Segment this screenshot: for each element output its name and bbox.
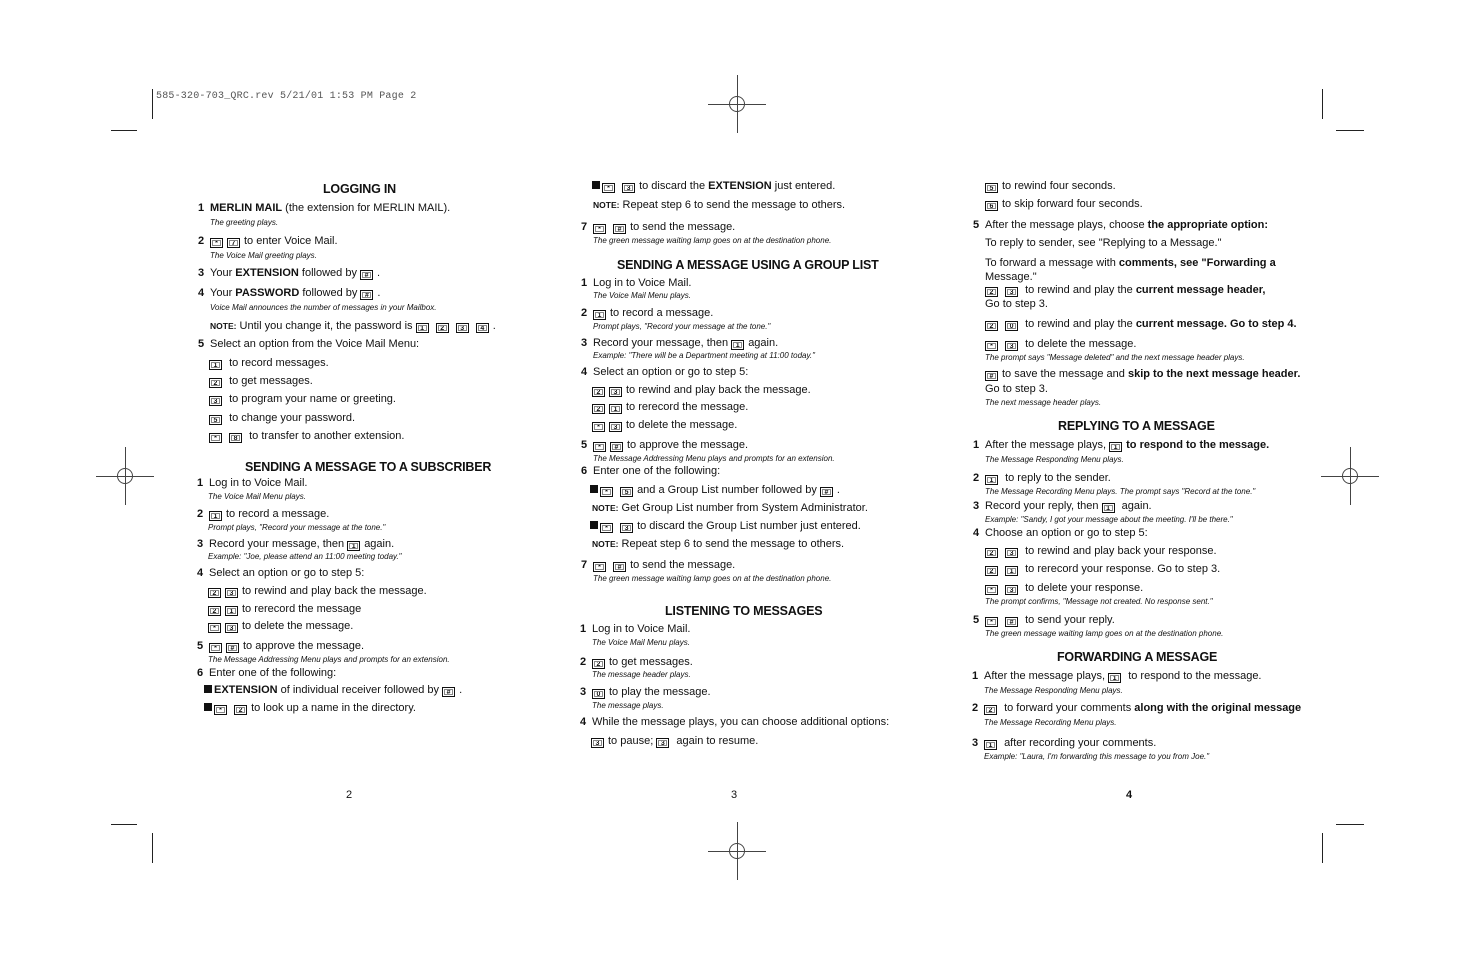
- prompt-note: The Message Recording Menu plays. The prompt says "Record at the tone.": [985, 487, 1256, 496]
- key-icon: 3: [225, 588, 238, 598]
- entry-option: * 5 and a Group List number followed by # .: [590, 484, 840, 497]
- key-icon: *: [600, 523, 613, 533]
- step-7: 7 * # to send the message.: [581, 559, 736, 571]
- menu-option: # to save the message and skip to the next message header.: [985, 368, 1300, 381]
- key-icon: *: [602, 183, 615, 193]
- step-3: 3 Your EXTENSION followed by # .: [198, 267, 381, 279]
- key-icon: *: [592, 422, 605, 432]
- key-icon: 3: [225, 623, 238, 633]
- step-3: 3 Record your reply, then 1 again.: [973, 500, 1152, 512]
- key-icon: 1: [347, 541, 360, 551]
- step-3: 3 Record your message, then 1 again.: [581, 337, 779, 349]
- prompt-note: The prompt says "Message deleted" and the next message header plays.: [985, 353, 1245, 362]
- key-icon: 3: [1005, 548, 1018, 558]
- key-icon: 2: [436, 323, 449, 333]
- menu-option: * 3 to delete the message.: [985, 338, 1136, 351]
- note: NOTE: Until you change it, the password is 1 2 3 4 .: [210, 320, 496, 332]
- menu-option: 2 3 to rewind and play the current message header,: [985, 284, 1265, 297]
- prompt-note: The prompt confirms, "Message not created. No response sent.": [985, 597, 1213, 606]
- key-icon: 2: [985, 287, 998, 297]
- key-icon: *: [214, 705, 227, 715]
- key-icon: *: [600, 487, 613, 497]
- step-1: 1 After the message plays, 1 to respond to the message.: [972, 670, 1262, 682]
- prompt-note: The next message header plays.: [985, 398, 1102, 407]
- key-icon: 2: [592, 404, 605, 414]
- key-icon: 2: [984, 705, 997, 715]
- key-icon: #: [820, 487, 833, 497]
- key-icon: *: [593, 562, 606, 572]
- step-5: 5 After the message plays, choose the appropriate option:: [973, 219, 1269, 231]
- key-icon: 1: [416, 323, 429, 333]
- key-icon: 2: [234, 705, 247, 715]
- step-1: 1 Log in to Voice Mail.: [197, 477, 308, 489]
- step-4: 4 While the message plays, you can choose additional options:: [580, 716, 890, 728]
- key-icon: 8: [229, 433, 242, 443]
- key-icon: #: [442, 687, 455, 697]
- key-icon: 1: [984, 740, 997, 750]
- file-slug: 585-320-703_QRC.rev 5/21/01 1:53 PM Page 2: [156, 91, 417, 102]
- key-icon: 3: [1005, 341, 1018, 351]
- key-icon: #: [226, 643, 239, 653]
- step-4: 4 Select an option or go to step 5:: [197, 567, 365, 579]
- key-icon: *: [208, 623, 221, 633]
- key-icon: 3: [609, 422, 622, 432]
- key-icon: *: [209, 433, 222, 443]
- key-icon: 4: [476, 323, 489, 333]
- key-icon: *: [209, 643, 222, 653]
- step-1: 1 MERLIN MAIL (the extension for MERLIN MAIL).: [198, 202, 451, 214]
- option-text: To reply to sender, see "Replying to a Message.": [985, 237, 1222, 249]
- prompt-note: The Message Responding Menu plays.: [985, 455, 1124, 464]
- key-icon: *: [593, 224, 606, 234]
- key-icon: 1: [209, 360, 222, 370]
- key-icon: 2: [208, 606, 221, 616]
- step-2: 2 2 to get messages.: [580, 656, 693, 668]
- key-icon: 1: [1102, 503, 1115, 513]
- key-icon: 1: [985, 475, 998, 485]
- prompt-note: Voice Mail announces the number of messages in your Mailbox.: [210, 303, 437, 312]
- key-icon: 3: [1005, 287, 1018, 297]
- step-2: 2 1 to record a message.: [197, 508, 330, 520]
- entry-option: * 3 to discard the Group List number just entered.: [590, 520, 861, 533]
- key-icon: 3: [656, 738, 669, 748]
- menu-option: 2 3 to rewind and play back the message.: [208, 585, 427, 598]
- prompt-note: The green message waiting lamp goes on at the destination phone.: [593, 236, 832, 245]
- key-icon: 2: [592, 659, 605, 669]
- menu-option: 2 1 to rerecord your response. Go to step 3.: [985, 563, 1220, 576]
- step-1: 1 Log in to Voice Mail.: [580, 623, 691, 635]
- menu-option: * 3 to delete the message.: [208, 620, 353, 633]
- key-icon: #: [985, 371, 998, 381]
- prompt-note: Example: "There will be a Department meeting at 11:00 today.": [593, 351, 815, 360]
- section-title-group-list: SENDING A MESSAGE USING A GROUP LIST: [617, 258, 879, 272]
- key-icon: 5: [985, 183, 998, 193]
- key-icon: 1: [609, 404, 622, 414]
- menu-option: 2 1 to rerecord the message.: [592, 401, 748, 414]
- prompt-note: The Message Addressing Menu plays and prompts for an extension.: [208, 655, 450, 664]
- key-icon: 2: [208, 588, 221, 598]
- key-icon: 1: [731, 340, 744, 350]
- step-3: 3 1 after recording your comments.: [972, 737, 1157, 749]
- page-number: 2: [346, 789, 353, 801]
- key-icon: 2: [592, 387, 605, 397]
- menu-option: 5 to rewind four seconds.: [985, 180, 1116, 193]
- menu-option: 2 0 to rewind and play the current message. Go to step 4.: [985, 318, 1297, 331]
- menu-option: 1 to record messages.: [209, 357, 329, 370]
- key-icon: 2: [985, 548, 998, 558]
- key-icon: 2: [209, 378, 222, 388]
- prompt-note: The green message waiting lamp goes on at the destination phone.: [593, 574, 832, 583]
- prompt-note: The Voice Mail Menu plays.: [592, 638, 690, 647]
- key-icon: *: [985, 617, 998, 627]
- key-icon: #: [1005, 617, 1018, 627]
- entry-option: * 3 to discard the EXTENSION just entered.: [592, 180, 835, 193]
- section-title-forwarding: FORWARDING A MESSAGE: [1057, 650, 1218, 664]
- key-icon: 3: [591, 738, 604, 748]
- section-title-listening: LISTENING TO MESSAGES: [665, 604, 823, 618]
- option-text: To forward a message with comments, see "Forwarding a: [985, 257, 1276, 269]
- key-icon: 3: [622, 183, 635, 193]
- step-5: 5 Select an option from the Voice Mail Menu:: [198, 338, 420, 350]
- key-icon: 7: [227, 238, 240, 248]
- prompt-note: The Message Addressing Menu plays and prompts for an extension.: [593, 454, 835, 463]
- prompt-note: The green message waiting lamp goes on at the destination phone.: [985, 629, 1224, 638]
- section-title-send-subscriber: SENDING A MESSAGE TO A SUBSCRIBER: [245, 460, 492, 474]
- key-icon: 3: [209, 396, 222, 406]
- prompt-note: Prompt plays, "Record your message at the tone.": [208, 523, 386, 532]
- key-icon: 1: [1109, 442, 1122, 452]
- step-5: 5 * # to send your reply.: [973, 614, 1115, 626]
- menu-option: 3 to pause; 3 again to resume.: [591, 735, 758, 748]
- note: NOTE: Repeat step 6 to send the message to others.: [592, 538, 845, 550]
- step-4: 4 Select an option or go to step 5:: [581, 366, 749, 378]
- key-icon: 3: [620, 523, 633, 533]
- key-icon: 1: [1108, 673, 1121, 683]
- menu-option: 2 3 to rewind and play back your response.: [985, 545, 1217, 558]
- menu-option: * 3 to delete the message.: [592, 419, 737, 432]
- key-icon: 5: [620, 487, 633, 497]
- step-5: 5 * # to approve the message.: [197, 640, 365, 652]
- key-icon: 3: [456, 323, 469, 333]
- entry-option: * 2 to look up a name in the directory.: [204, 702, 416, 715]
- step-3: 3 Record your message, then 1 again.: [197, 538, 395, 550]
- key-icon: *: [985, 341, 998, 351]
- step-5: 5 * # to approve the message.: [581, 439, 749, 451]
- menu-option: 6 to skip forward four seconds.: [985, 198, 1143, 211]
- key-icon: #: [360, 290, 373, 300]
- entry-option: EXTENSION of individual receiver followed by # .: [204, 684, 462, 697]
- key-icon: 2: [985, 566, 998, 576]
- key-icon: #: [610, 442, 623, 452]
- prompt-note: The Message Recording Menu plays.: [984, 718, 1117, 727]
- key-icon: 5: [209, 415, 222, 425]
- menu-option: 3 to program your name or greeting.: [209, 393, 396, 406]
- option-text: Go to step 3.: [985, 298, 1048, 310]
- section-title-logging-in: LOGGING IN: [323, 182, 397, 196]
- prompt-note: Prompt plays, "Record your message at the tone.": [593, 322, 771, 331]
- key-icon: #: [360, 270, 373, 280]
- step-2: 2 1 to reply to the sender.: [973, 472, 1111, 484]
- step-1: 1 After the message plays, 1 to respond to the message.: [973, 439, 1270, 451]
- key-icon: 0: [1005, 321, 1018, 331]
- page-number: 3: [731, 789, 738, 801]
- key-icon: 1: [593, 310, 606, 320]
- menu-option: * 8 to transfer to another extension.: [209, 430, 404, 443]
- key-icon: 3: [1005, 585, 1018, 595]
- step-3: 3 0 to play the message.: [580, 686, 711, 698]
- step-2: 2 1 to record a message.: [581, 307, 714, 319]
- prompt-note: The greeting plays.: [210, 218, 279, 227]
- menu-option: 2 1 to rerecord the message: [208, 603, 361, 616]
- step-7: 7 * # to send the message.: [581, 221, 736, 233]
- prompt-note: The Message Responding Menu plays.: [984, 686, 1123, 695]
- prompt-note: The Voice Mail Menu plays.: [593, 291, 691, 300]
- option-text: Go to step 3.: [985, 383, 1048, 395]
- prompt-note: The Voice Mail Menu plays.: [208, 492, 306, 501]
- step-4: 4 Choose an option or go to step 5:: [973, 527, 1148, 539]
- menu-option: 2 3 to rewind and play back the message.: [592, 384, 811, 397]
- key-icon: 1: [209, 511, 222, 521]
- key-icon: 3: [609, 387, 622, 397]
- key-icon: *: [210, 238, 223, 248]
- note: NOTE: Repeat step 6 to send the message to others.: [593, 199, 846, 211]
- menu-option: 5 to change your password.: [209, 412, 355, 425]
- section-title-replying: REPLYING TO A MESSAGE: [1058, 419, 1215, 433]
- prompt-note: The message header plays.: [592, 670, 691, 679]
- page-number: 4: [1126, 789, 1133, 801]
- note: NOTE: Get Group List number from System Administrator.: [592, 502, 868, 514]
- step-4: 4 Your PASSWORD followed by # .: [198, 287, 381, 299]
- key-icon: 6: [985, 201, 998, 211]
- prompt-note: Example: "Joe, please attend an 11:00 meeting today.": [208, 552, 402, 561]
- step-2: 2 2 to forward your comments along with the original message: [972, 702, 1302, 714]
- key-icon: #: [613, 562, 626, 572]
- prompt-note: The message plays.: [592, 701, 664, 710]
- menu-option: 2 to get messages.: [209, 375, 313, 388]
- prompt-note: Example: "Sandy, I got your message about the meeting. I'll be there.": [985, 515, 1233, 524]
- step-2: 2 * 7 to enter Voice Mail.: [198, 235, 338, 247]
- key-icon: 1: [1005, 566, 1018, 576]
- key-icon: *: [985, 585, 998, 595]
- prompt-note: The Voice Mail greeting plays.: [210, 251, 317, 260]
- step-1: 1 Log in to Voice Mail.: [581, 277, 692, 289]
- step-6: 6 Enter one of the following:: [581, 465, 721, 477]
- menu-option: * 3 to delete your response.: [985, 582, 1143, 595]
- option-text: Message.": [985, 271, 1037, 283]
- key-icon: 1: [225, 606, 238, 616]
- key-icon: *: [593, 442, 606, 452]
- key-icon: 0: [592, 689, 605, 699]
- key-icon: 2: [985, 321, 998, 331]
- step-6: 6 Enter one of the following:: [197, 667, 337, 679]
- prompt-note: Example: "Laura, I'm forwarding this message to you from Joe.": [984, 752, 1210, 761]
- key-icon: #: [613, 224, 626, 234]
